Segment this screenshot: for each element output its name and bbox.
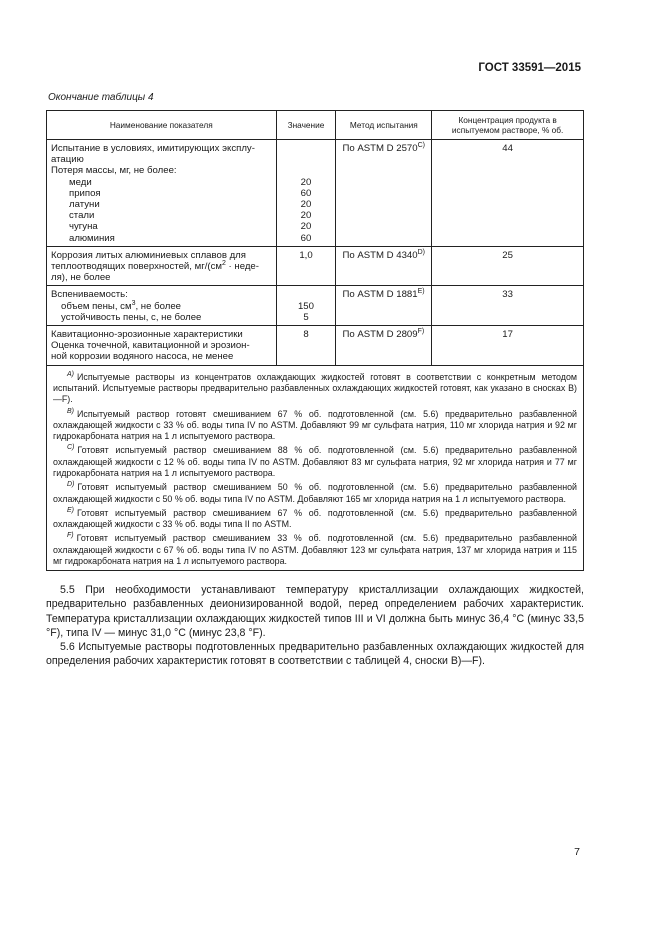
column-header: Концентрация продукта в испытуемом растворе, % об. [432,111,584,140]
test-method: По ASTM D $2809^{F)}$ [336,326,432,366]
table-row [47,140,584,247]
paragraph-5-6: 5.6 Испытуемые растворы подготовленных предварительно разбавленных охлаждающих жидкостей для определения рабочих характеристик готовят в соответствии с таблицей 4, сноски B)—F). [46,641,584,668]
paragraph-5-5: 5.5 При необходимости устанавливают температуру кристаллизации охлаждающих жидкостей, предварительно разбавленных деионизированной водой, перед определением рабочих характеристик. Температура кристаллизации охлаждающих жидкостей типов III и VI должна быть минус 36,4 °С (минус 33,5 °F), типа IV — минус 31,0 °С (минус 23,8 °F). [46,584,584,639]
indicator-value: 20 60 20 20 20 60 [276,140,336,247]
indicators-table [46,110,584,571]
indicator-name: Вспениваемость: объем пены, $см^3$, не более устойчивость пены, с, не более [47,286,277,326]
concentration: 33 [432,286,584,326]
indicator-name: Коррозия литых алюминиевых сплавов для теплоотводящих поверхностей, $мг/(см^2$ · неде- ля), не более [47,246,277,286]
footnotes-cell [47,365,584,571]
column-header: Значение [276,111,336,140]
concentration: 17 [432,326,584,366]
test-method: По ASTM D $1881^{E)}$ [336,286,432,326]
table-caption: Окончание таблицы 4 [48,92,154,103]
table-header-row [47,111,584,140]
indicator-name: Испытание в условиях, имитирующих эксплу- атацию Потеря массы, мг, не более: меди припоя латуни стали чугуна алюминия [47,140,277,247]
body-text [46,583,584,669]
table-row [47,246,584,286]
column-header: Наименование показателя [47,111,277,140]
document-code: ГОСТ 33591—2015 [478,62,581,74]
indicator-value: 1,0 [276,246,336,286]
indicator-value: 150 5 [276,286,336,326]
indicator-name: Кавитационно-эрозионные характеристики Оценка точечной, кавитационной и эрозион- ной коррозии водяного насоса, не менее [47,326,277,366]
page-number: 7 [574,846,580,858]
concentration: 25 [432,246,584,286]
footnote: $^{F)}$ Готовят испытуемый раствор смешиванием 33 % об. подготовленной (см. 5.6) предварительно разбавленной охлаждающей жидкости с 67 % об. воды типа IV по ASTM. Добавляют 123 мг сульфата натрия, 137 мг хлорида натрия и 115 мг гидрокарбоната натрия на 1 л испытуемого раствора. [53,532,577,566]
table-row [47,326,584,366]
test-method: По ASTM D $4340^{D)}$ [336,246,432,286]
indicator-value: 8 [276,326,336,366]
column-header: Метод испытания [336,111,432,140]
concentration: 44 [432,140,584,247]
footnote: $^{E)}$ Готовят испытуемый раствор смешиванием 67 % об. подготовленной (см. 5.6) предварительно разбавленной охлаждающей жидкости с 33 % об. воды типа II по ASTM. [53,506,577,530]
footnote: $^{C)}$ Готовят испытуемый раствор смешиванием 88 % об. подготовленной (см. 5.6) предварительно разбавленной охлаждающей жидкости с 12 % об. воды типа IV по ASTM. Добавляют 83 мг сульфата натрия, 92 мг хлорида натрия и 77 мг гидрокарбоната натрия на 1 л испытуемого раствора. [53,444,577,478]
table-row [47,286,584,326]
table-footnotes [47,365,584,571]
footnote: $^{A)}$ Испытуемые растворы из концентратов охлаждающих жидкостей готовят в соответствии с конкретным методом испытаний. Испытуемые растворы предварительно разбавленных охлаждающих жидкостей готовят, как указано в сносках B)—F). [53,370,577,405]
footnote: $^{D)}$ Готовят испытуемый раствор смешиванием 50 % об. подготовленной (см. 5.6) предварительно разбавленной охлаждающей жидкости с 50 % об. воды типа IV по ASTM. Добавляют 165 мг хлорида натрия на 1 л испытуемого раствора. [53,481,577,504]
test-method: По ASTM D $2570^{C)}$ [336,140,432,247]
footnote: $^{B)}$ Испытуемый раствор готовят смешиванием 67 % об. подготовленной (см. 5.6) предварительно разбавленной охлаждающей жидкости с 33 % об. воды типа IV по ASTM. Добавляют 99 мг сульфата натрия, 110 мг хлорида натрия и 92 мг гидрокарбоната натрия на 1 л испытуемого раствора. [53,407,577,442]
